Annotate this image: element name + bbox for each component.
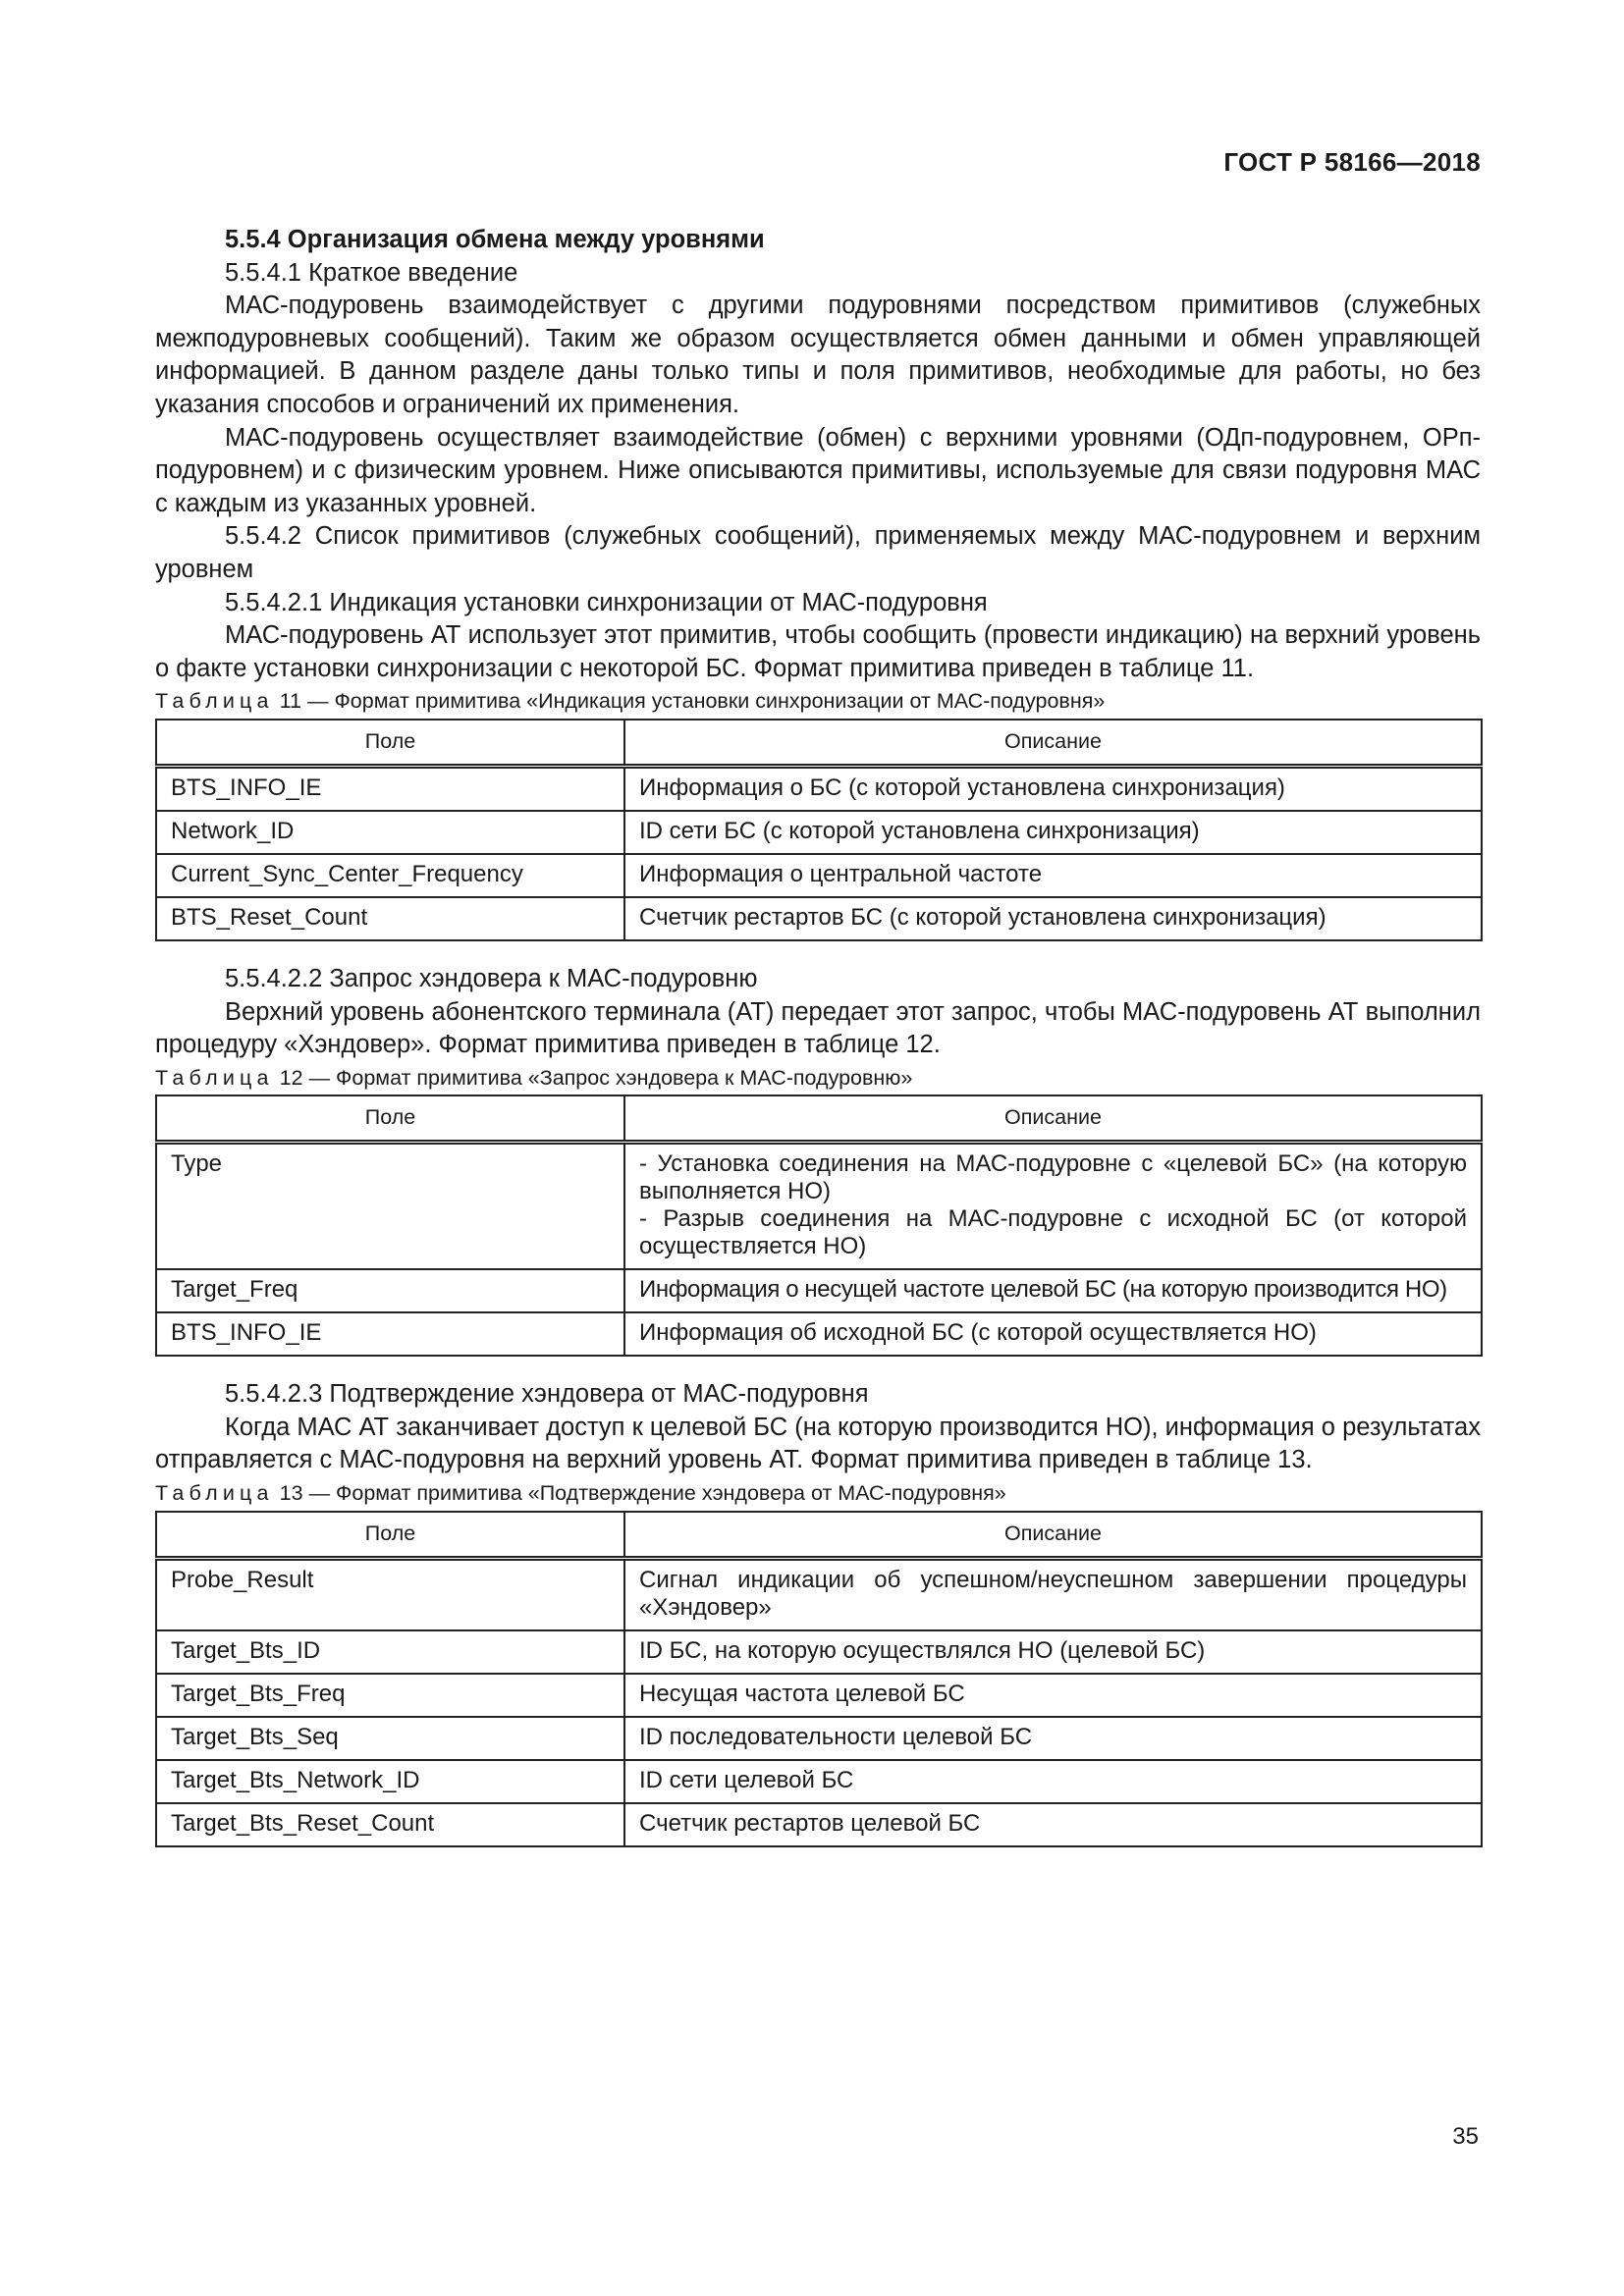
- subsection-5-5-4-1: 5.5.4.1 Краткое введение: [225, 258, 518, 287]
- subsection-5-5-4-2-2: 5.5.4.2.2 Запрос хэндовера к МАС-подуровню: [225, 964, 758, 992]
- description-cell: Информация о БС (с которой установлена синхронизация): [624, 766, 1482, 811]
- table-row: [156, 897, 1482, 940]
- field-cell: BTS_INFO_IE: [156, 1312, 624, 1356]
- table-row: [156, 1312, 1482, 1356]
- document-id-header: ГОСТ Р 58166—2018: [1223, 147, 1481, 177]
- table-row: [156, 1269, 1482, 1312]
- table-header-row: [156, 720, 1482, 767]
- table-12: [155, 1095, 1483, 1357]
- description-cell: Информация о несущей частоте целевой БС (на которую производится НО): [624, 1269, 1482, 1312]
- table-11-caption: [155, 685, 1481, 719]
- field-cell: BTS_INFO_IE: [156, 766, 624, 811]
- description-cell: Счетчик рестартов целевой БС: [624, 1803, 1482, 1846]
- table-11: [155, 719, 1483, 941]
- table-row: [156, 854, 1482, 897]
- col-header-description: Описание: [624, 1095, 1482, 1143]
- field-cell: Current_Sync_Center_Frequency: [156, 854, 624, 897]
- table-row: [156, 1143, 1482, 1270]
- paragraph: МАС-подуровень АТ использует этот примитив, чтобы сообщить (провести индикацию) на верхний уровень о факте установки синхронизации с некоторой БС. Формат примитива приведен в таблице 11.: [155, 621, 1481, 682]
- description-line: - Разрыв соединения на МАС-подуровне с исходной БС (от которой осуществляется НО): [639, 1205, 1467, 1260]
- paragraph: Когда МАС АТ заканчивает доступ к целевой БС (на которую производится НО), информация о результатах отправляется с МАС-подуровня на верхний уровень АТ. Формат примитива приведен в таблице 13.: [155, 1413, 1481, 1474]
- caption-text: 11 — Формат примитива «Индикация установки синхронизации от МАС-подуровня»: [273, 689, 1106, 714]
- col-header-field: Поле: [156, 1512, 624, 1559]
- col-header-description: Описание: [624, 720, 1482, 767]
- subsection-5-5-4-2-1: 5.5.4.2.1 Индикация установки синхронизации от МАС-подуровня: [225, 588, 988, 616]
- subsection-5-5-4-2: 5.5.4.2 Список примитивов (служебных сообщений), применяемых между МАС-подуровнем и верхним уровнем: [155, 522, 1481, 583]
- table-row: [156, 1674, 1482, 1717]
- caption-word: Таблица: [155, 689, 274, 714]
- field-cell: Type: [156, 1143, 624, 1270]
- table-row: [156, 1760, 1482, 1803]
- table-row: [156, 811, 1482, 854]
- page-content: [155, 224, 1481, 1869]
- caption-text: 13 — Формат примитива «Подтверждение хэндовера от МАС-подуровня»: [273, 1481, 1006, 1506]
- caption-word: Таблица: [155, 1065, 274, 1090]
- table-row: [156, 1558, 1482, 1630]
- page-number: 35: [1452, 2123, 1479, 2150]
- paragraph: Верхний уровень абонентского терминала (АТ) передает этот запрос, чтобы МАС-подуровень АТ выполнил процедуру «Хэндовер». Формат примитива приведен в таблице 12.: [155, 997, 1481, 1059]
- description-cell: ID последовательности целевой БС: [624, 1717, 1482, 1760]
- field-cell: Network_ID: [156, 811, 624, 854]
- field-cell: Target_Bts_Freq: [156, 1674, 624, 1717]
- description-cell: ID сети БС (с которой установлена синхронизация): [624, 811, 1482, 854]
- table-row: [156, 1717, 1482, 1760]
- table-row: [156, 1803, 1482, 1846]
- section-heading-5-5-4: 5.5.4 Организация обмена между уровнями: [225, 226, 765, 253]
- caption-text: 12 — Формат примитива «Запрос хэндовера к МАС-подуровню»: [273, 1065, 913, 1090]
- description-line: - Установка соединения на МАС-подуровне с «целевой БС» (на которую выполняется НО): [639, 1150, 1467, 1205]
- field-cell: Target_Bts_Seq: [156, 1717, 624, 1760]
- table-row: [156, 766, 1482, 811]
- description-cell: Несущая частота целевой БС: [624, 1674, 1482, 1717]
- description-cell: Счетчик рестартов БС (с которой установлена синхронизация): [624, 897, 1482, 940]
- description-cell: Информация об исходной БС (с которой осуществляется НО): [624, 1312, 1482, 1356]
- field-cell: Target_Bts_ID: [156, 1630, 624, 1674]
- description-cell: Информация о центральной частоте: [624, 854, 1482, 897]
- paragraph: МАС-подуровень взаимодействует с другими подуровнями посредством примитивов (служебных межподуровневых сообщений). Таким же образом осуществляется обмен данными и обмен управляющей информацией. В данном разделе даны только типы и поля примитивов, необходимые для работы, но без указания способов и ограничений их применения.: [155, 292, 1481, 418]
- paragraph: МАС-подуровень осуществляет взаимодействие (обмен) с верхними уровнями (ОДп-подуровнем, ОРп-подуровнем) и с физическим уровнем. Ниже описываются примитивы, используемые для связи подуровня МАС с каждым из указанных уровней.: [155, 423, 1481, 517]
- table-13: [155, 1511, 1483, 1847]
- table-12-caption: [155, 1062, 1481, 1095]
- description-cell: [624, 1143, 1482, 1270]
- table-13-caption: [155, 1477, 1481, 1511]
- col-header-description: Описание: [624, 1512, 1482, 1559]
- table-header-row: [156, 1512, 1482, 1559]
- subsection-5-5-4-2-3: 5.5.4.2.3 Подтверждение хэндовера от МАС-подуровня: [225, 1380, 869, 1409]
- table-row: [156, 1630, 1482, 1674]
- description-cell: ID БС, на которую осуществлялся НО (целевой БС): [624, 1630, 1482, 1674]
- field-cell: Probe_Result: [156, 1558, 624, 1630]
- description-cell: ID сети целевой БС: [624, 1760, 1482, 1803]
- field-cell: Target_Freq: [156, 1269, 624, 1312]
- field-cell: BTS_Reset_Count: [156, 897, 624, 940]
- description-cell: Сигнал индикации об успешном/неуспешном завершении процедуры «Хэндовер»: [624, 1558, 1482, 1630]
- field-cell: Target_Bts_Reset_Count: [156, 1803, 624, 1846]
- col-header-field: Поле: [156, 720, 624, 767]
- table-header-row: [156, 1095, 1482, 1143]
- col-header-field: Поле: [156, 1095, 624, 1143]
- field-cell: Target_Bts_Network_ID: [156, 1760, 624, 1803]
- caption-word: Таблица: [155, 1481, 274, 1506]
